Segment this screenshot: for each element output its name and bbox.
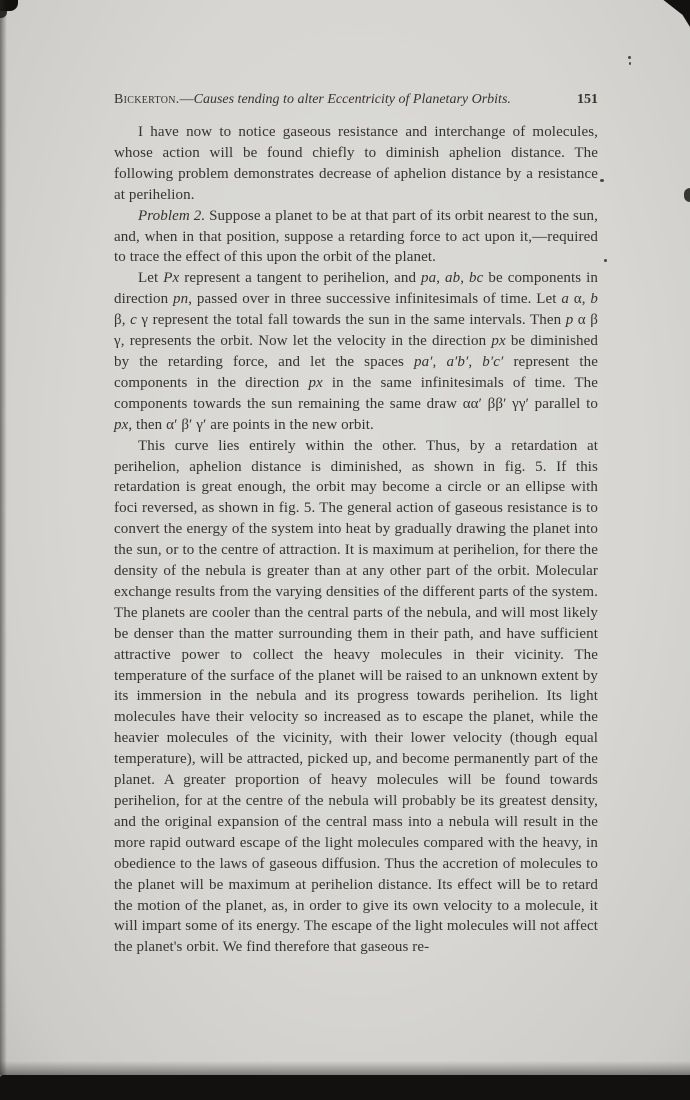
italic-text-run: px <box>491 333 506 350</box>
italic-text-run: pa′, a′b′, b′c′ <box>413 353 504 370</box>
text-run: This curve lies entirely within the other. Thus, by a retardation at perihelion, aphelion distance is diminished, as shown in fig. 5. If this retardation is great enough, the orbit may become a circle or an ellipse with foci reversed, as shown in fig. 5. The general action of gaseous resistance is to convert the energy of the system into heat by gradually drawing the planet into the sun, or to the centre of attraction. It is maximum at perihelion, for there the density of the nebula is greater than at any other part of the orbit. Molecular exchange results from the varying densities of the different parts of the system. The planets are cooler than the central parts of the nebula, and will most likely be denser than the matter surrounding them in their path, and have sufficient attractive power to collect the heavy molecules in their vicinity. The temperature of the surface of the planet will be raised to an unknown extent by its immersion in the nebula and its progress towards perihelion. Its light molecules have their velocity so increased as to escape the planet, while the heavier molecules of the vicinity, with their lower velocity (though equal temperature), will be attracted, picked up, and become permanently part of the planet. A greater proportion of heavy molecules will be found towards perihelion, for at the centre of the nebula will probably be its greatest density, and the original expansion of the central mass into a nebula will result in the more rapid outward escape of the light molecules compared with the heavy, in obedience to the laws of gaseous diffusion. Thus the accretion of molecules to the planet will be maximum at perihelion distance. Its effect will be to retard the motion of the planet, as, in order to give its own velocity to a molecule, it will impart some of its energy. The escape of the light molecules will not affect the planet's orbit. We find therefore that gaseous re- <box>114 437 598 956</box>
scan-artifact-bottom-edge <box>0 1075 690 1100</box>
text-run: , then α′ β′ γ′ are points in the new orbit. <box>128 416 374 433</box>
text-run: represent a tangent to perihelion, and <box>179 270 422 287</box>
italic-text-run: pa, ab, bc <box>421 270 484 287</box>
italic-text-run: px <box>114 416 129 433</box>
paragraph-4 <box>114 436 598 959</box>
header-dash: — <box>179 92 194 107</box>
text-run: be components in direction <box>114 270 599 308</box>
scan-artifact-bottom-fade <box>0 1061 690 1075</box>
scan-speck <box>629 62 631 65</box>
scan-artifact-left-edge <box>0 0 7 1100</box>
text-run: represent the components in the direction <box>114 353 598 391</box>
italic-text-run: a <box>561 291 569 308</box>
text-run: Suppose a planet to be at that part of its orbit nearest to the sun, and, when in that position, suppose a retarding force to act upon it,—required to trace the effect of this upon the orbit of the planet. <box>114 207 598 266</box>
italic-text-run: c <box>130 312 137 329</box>
italic-text-run: p <box>565 312 574 329</box>
paragraph-2 <box>114 206 598 269</box>
italic-text-run: px <box>308 374 323 391</box>
scan-artifact-top-right <box>656 0 690 27</box>
text-run: , passed over in three successive infinitesimals of time. Let <box>188 291 562 308</box>
scan-speck <box>628 56 631 59</box>
text-run: I have now to notice gaseous resistance and interchange of molecules, whose action will be found chiefly to diminish aphelion distance. The following problem demonstrates decrease of aphelion distance by a resistance at perihelion. <box>114 124 598 203</box>
italic-text-run: pn <box>173 291 189 308</box>
text-run: α, <box>568 291 591 308</box>
header-title-line <box>114 92 511 108</box>
scan-speck <box>604 259 607 262</box>
header-author: Bickerton. <box>114 92 180 107</box>
paragraph-3 <box>114 268 598 435</box>
text-run: Let <box>138 270 164 287</box>
scan-artifact-right-edge <box>684 188 690 202</box>
running-header <box>114 92 598 108</box>
text-run: γ represent the total fall towards the sun in the same intervals. Then <box>136 312 566 329</box>
italic-text-run: Problem 2. <box>138 207 206 224</box>
italic-text-run: Px <box>163 270 180 287</box>
page-content <box>114 92 598 958</box>
text-run: in the same infinitesimals of time. The components towards the sun remaining the same draw αα′ ββ′ γγ′ parallel to <box>114 374 598 412</box>
italic-text-run: b <box>590 291 598 308</box>
body-paragraphs <box>114 122 598 958</box>
page-number: 151 <box>577 92 598 107</box>
text-run: β, <box>114 312 131 329</box>
scan-speck <box>600 179 604 182</box>
text-run: be diminished by the retarding force, and let the spaces <box>114 333 598 370</box>
header-article-title: Causes tending to alter Eccentricity of Planetary Orbits. <box>193 92 511 107</box>
text-run: α β γ, represents the orbit. Now let the velocity in the direction <box>114 312 598 350</box>
paragraph-1 <box>114 122 598 206</box>
